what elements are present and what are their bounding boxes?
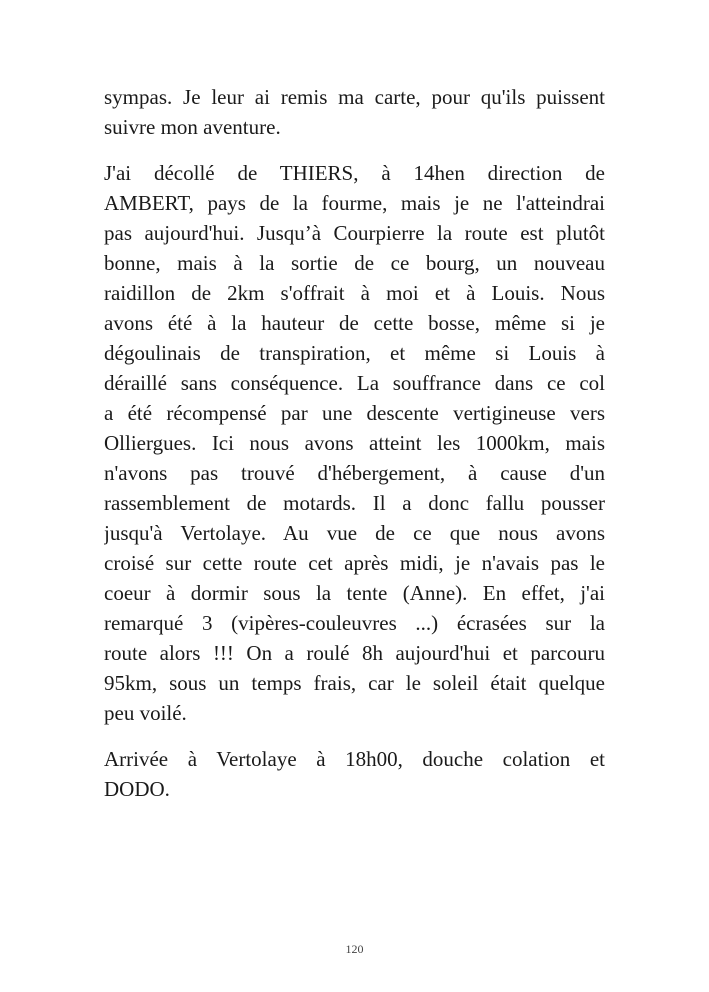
body-text: [104, 82, 605, 804]
text-line: Olliergues. Ici nous avons atteint les 1000km, mais: [104, 431, 605, 455]
text-line: suivre mon aventure.: [104, 115, 281, 139]
text-line: n'avons pas trouvé d'hébergement, à cause d'un: [104, 461, 605, 485]
text-line: pas aujourd'hui. Jusqu’à Courpierre la route est plutôt: [104, 221, 605, 245]
text-line: sympas. Je leur ai remis ma carte, pour qu'ils puissent: [104, 85, 605, 109]
text-line: dégoulinais de transpiration, et même si Louis à: [104, 341, 605, 365]
paragraph-3: [104, 744, 605, 804]
paragraph-1: [104, 82, 605, 142]
page-number: 120: [345, 942, 364, 956]
text-line: déraillé sans conséquence. La souffrance dans ce col: [104, 371, 605, 395]
text-line: raidillon de 2km s'offrait à moi et à Louis. Nous: [104, 281, 605, 305]
text-line: bonne, mais à la sortie de ce bourg, un nouveau: [104, 251, 605, 275]
text-line: Arrivée à Vertolaye à 18h00, douche colation et: [104, 747, 605, 771]
text-line: DODO.: [104, 777, 170, 801]
text-line: rassemblement de motards. Il a donc fallu pousser: [104, 491, 605, 515]
text-line: jusqu'à Vertolaye. Au vue de ce que nous avons: [104, 521, 605, 545]
text-line: croisé sur cette route cet après midi, je n'avais pas le: [104, 551, 605, 575]
text-line: AMBERT, pays de la fourme, mais je ne l'atteindrai: [104, 191, 605, 215]
text-line: J'ai décollé de THIERS, à 14hen direction de: [104, 161, 605, 185]
text-line: route alors !!! On a roulé 8h aujourd'hui et parcouru: [104, 641, 605, 665]
paragraph-spacer: [104, 728, 605, 744]
text-line: remarqué 3 (vipères-couleuvres ...) écrasées sur la: [104, 611, 605, 635]
text-line: avons été à la hauteur de cette bosse, même si je: [104, 311, 605, 335]
text-line: 95km, sous un temps frais, car le soleil était quelque: [104, 671, 605, 695]
text-line: a été récompensé par une descente vertigineuse vers: [104, 401, 605, 425]
text-line: coeur à dormir sous la tente (Anne). En effet, j'ai: [104, 581, 605, 605]
paragraph-2: [104, 158, 605, 728]
text-line: peu voilé.: [104, 701, 187, 725]
paragraph-spacer: [104, 142, 605, 158]
